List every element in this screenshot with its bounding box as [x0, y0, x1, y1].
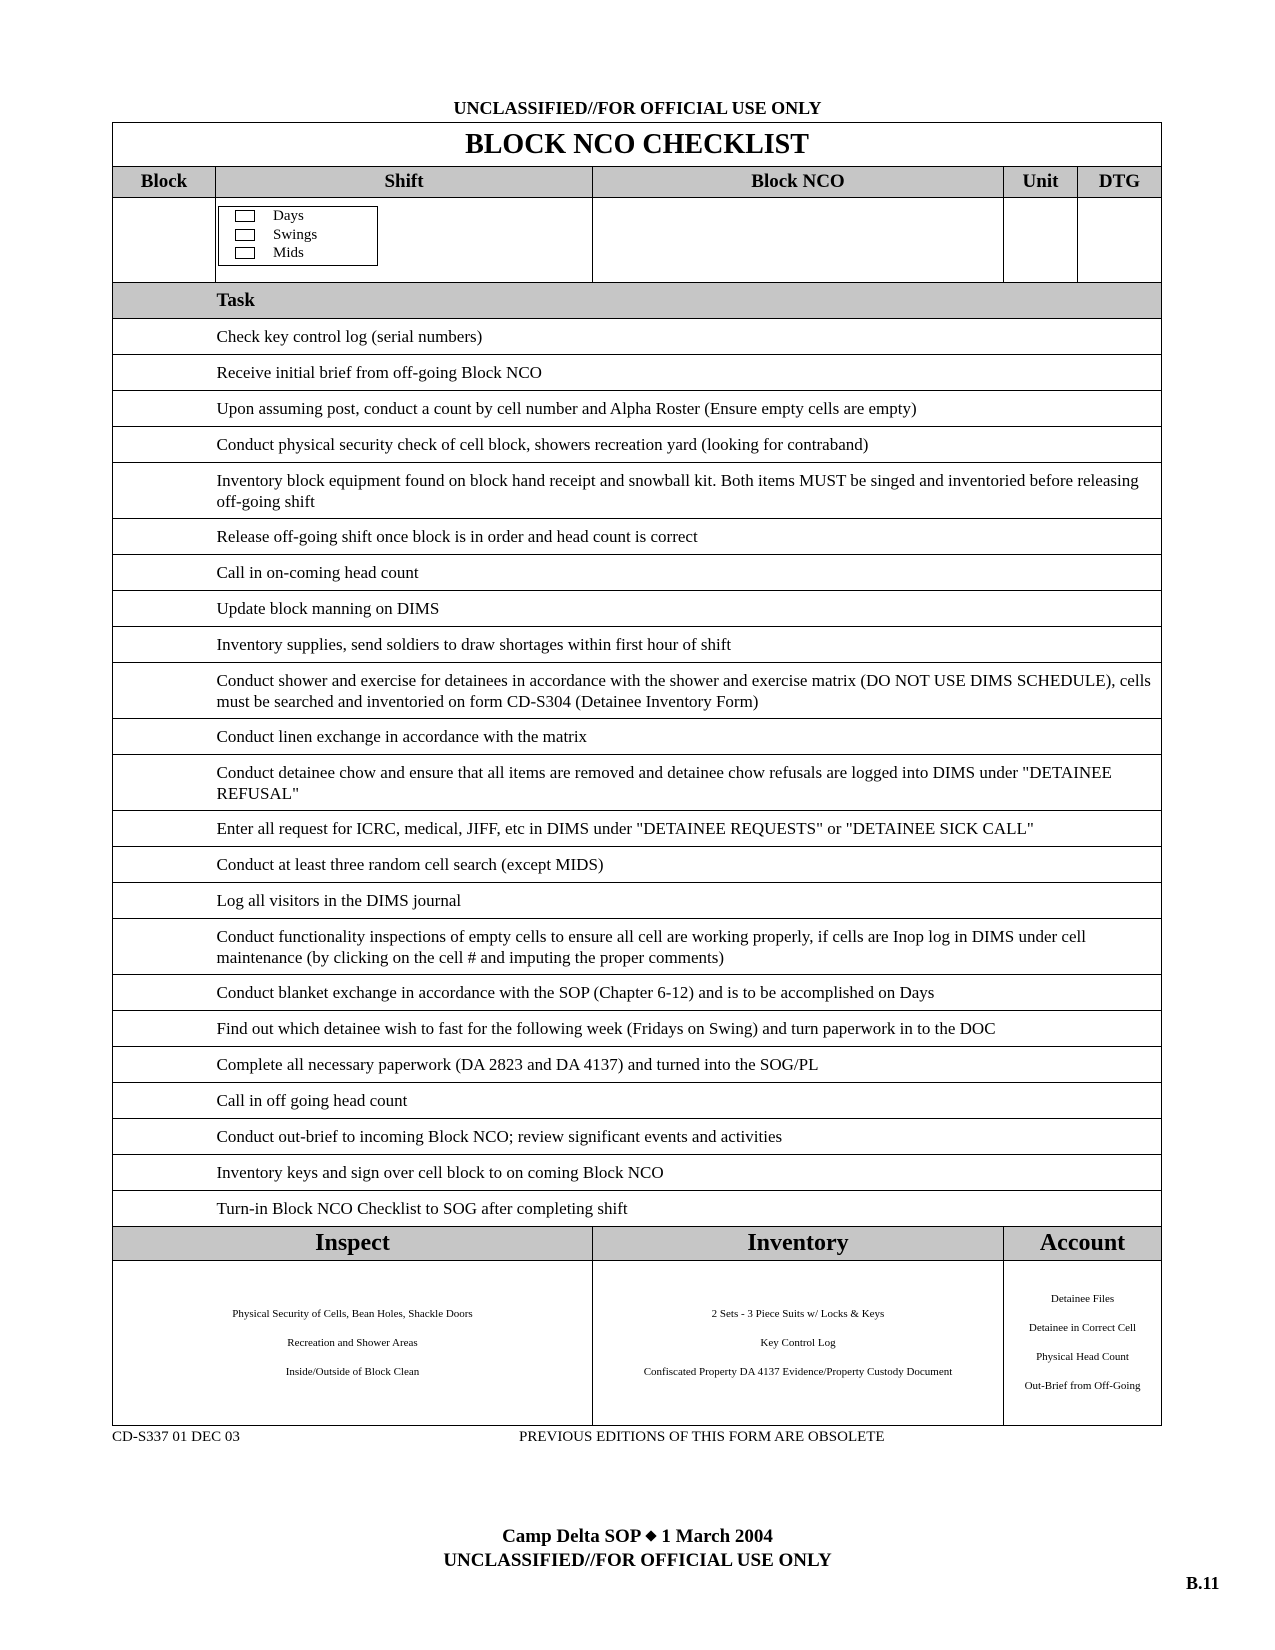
shift-selector — [218, 206, 378, 266]
task-check-cell[interactable] — [113, 811, 216, 847]
task-check-cell[interactable] — [113, 519, 216, 555]
shift-option-label: Swings — [273, 226, 318, 243]
block-nco-entry-field[interactable] — [593, 198, 1004, 283]
sop-name: Camp Delta SOP — [502, 1526, 642, 1547]
shift-entry-cell — [216, 198, 593, 283]
obsolete-notice: PREVIOUS EDITIONS OF THIS FORM ARE OBSOLETE — [519, 1429, 885, 1445]
task-check-cell[interactable] — [113, 555, 216, 591]
task-check-cell[interactable] — [113, 391, 216, 427]
task-text: Inventory keys and sign over cell block to on coming Block NCO — [216, 1155, 1162, 1191]
task-text: Check key control log (serial numbers) — [216, 319, 1162, 355]
inspect-item: Recreation and Shower Areas — [287, 1336, 418, 1349]
task-check-cell[interactable] — [113, 1083, 216, 1119]
task-check-cell[interactable] — [113, 719, 216, 755]
task-text: Turn-in Block NCO Checklist to SOG after completing shift — [216, 1191, 1162, 1227]
shift-option-days[interactable] — [219, 207, 377, 226]
inventory-item: Key Control Log — [760, 1336, 836, 1349]
task-text: Receive initial brief from off-going Block NCO — [216, 355, 1162, 391]
unit-entry-field[interactable] — [1004, 198, 1078, 283]
task-text: Release off-going shift once block is in order and head count is correct — [216, 519, 1162, 555]
task-check-cell[interactable] — [113, 847, 216, 883]
task-text: Conduct shower and exercise for detainees in accordance with the shower and exercise matrix (DO NOT USE DIMS SCHEDULE), cells must be searched and inventoried on form CD-S304 (Detainee Inventory Form) — [216, 663, 1162, 719]
task-text: Conduct linen exchange in accordance with the matrix — [216, 719, 1162, 755]
top-classification-banner: UNCLASSIFIED//FOR OFFICIAL USE ONLY — [453, 98, 822, 118]
form-number: CD-S337 01 DEC 03 — [112, 1429, 240, 1445]
task-check-cell[interactable] — [113, 463, 216, 519]
task-check-cell[interactable] — [113, 1155, 216, 1191]
account-item: Detainee Files — [1050, 1293, 1115, 1305]
task-check-cell[interactable] — [113, 1191, 216, 1227]
task-text: Inventory supplies, send soldiers to draw shortages within first hour of shift — [216, 627, 1162, 663]
task-check-cell[interactable] — [113, 1119, 216, 1155]
inspect-item: Inside/Outside of Block Clean — [285, 1365, 420, 1378]
task-check-cell[interactable] — [113, 1011, 216, 1047]
task-check-cell[interactable] — [113, 319, 216, 355]
task-text: Conduct physical security check of cell block, showers recreation yard (looking for contraband) — [216, 427, 1162, 463]
task-text: Update block manning on DIMS — [216, 591, 1162, 627]
task-text: Conduct out-brief to incoming Block NCO; review significant events and activities — [216, 1119, 1162, 1155]
inspect-section-list — [113, 1261, 593, 1426]
form-title: BLOCK NCO CHECKLIST — [113, 123, 1162, 167]
task-column-header: Task — [216, 283, 1162, 319]
account-item: Physical Head Count — [1036, 1351, 1129, 1363]
inventory-section-title: Inventory — [593, 1227, 1004, 1261]
task-check-cell[interactable] — [113, 627, 216, 663]
column-header-unit: Unit — [1004, 167, 1078, 198]
checkbox-icon[interactable] — [235, 229, 255, 241]
bottom-classification-banner: UNCLASSIFIED//FOR OFFICIAL USE ONLY — [443, 1550, 832, 1571]
account-item: Out-Brief from Off-Going — [1024, 1380, 1141, 1392]
dtg-entry-field[interactable] — [1078, 198, 1162, 283]
task-check-cell[interactable] — [113, 355, 216, 391]
task-text: Conduct detainee chow and ensure that all items are removed and detainee chow refusals are logged into DIMS under "DETAINEE REFUSAL" — [216, 755, 1162, 811]
shift-option-label: Days — [273, 208, 304, 225]
checkbox-icon[interactable] — [235, 247, 255, 259]
task-check-cell[interactable] — [113, 755, 216, 811]
inventory-item: 2 Sets - 3 Piece Suits w/ Locks & Keys — [711, 1307, 885, 1320]
task-text: Conduct at least three random cell search (except MIDS) — [216, 847, 1162, 883]
shift-option-mids[interactable] — [219, 244, 377, 263]
account-section-list — [1004, 1261, 1162, 1426]
task-text: Find out which detainee wish to fast for the following week (Fridays on Swing) and turn paperwork in to the DOC — [216, 1011, 1162, 1047]
column-header-shift: Shift — [216, 167, 593, 198]
column-header-block: Block — [113, 167, 216, 198]
account-section-title: Account — [1004, 1227, 1162, 1261]
account-item: Detainee in Correct Cell — [1028, 1322, 1137, 1334]
task-header-spacer — [113, 283, 216, 319]
task-text: Conduct blanket exchange in accordance with the SOP (Chapter 6-12) and is to be accomplished on Days — [216, 975, 1162, 1011]
shift-option-label: Mids — [273, 245, 304, 262]
sop-footer-line — [0, 1526, 1275, 1548]
task-check-cell[interactable] — [113, 919, 216, 975]
sop-date: 1 March 2004 — [661, 1526, 773, 1547]
task-text: Upon assuming post, conduct a count by cell number and Alpha Roster (Ensure empty cells are empty) — [216, 391, 1162, 427]
inspect-item: Physical Security of Cells, Bean Holes, Shackle Doors — [232, 1307, 473, 1320]
task-text: Complete all necessary paperwork (DA 2823 and DA 4137) and turned into the SOG/PL — [216, 1047, 1162, 1083]
task-text: Log all visitors in the DIMS journal — [216, 883, 1162, 919]
task-text: Call in on-coming head count — [216, 555, 1162, 591]
block-entry-field[interactable] — [113, 198, 216, 283]
task-text: Enter all request for ICRC, medical, JIFF, etc in DIMS under "DETAINEE REQUESTS" or "DETAINEE SICK CALL" — [216, 811, 1162, 847]
task-text: Call in off going head count — [216, 1083, 1162, 1119]
task-check-cell[interactable] — [113, 591, 216, 627]
column-header-dtg: DTG — [1078, 167, 1162, 198]
checkbox-icon[interactable] — [235, 210, 255, 222]
checklist-form — [112, 122, 1161, 1426]
task-check-cell[interactable] — [113, 1047, 216, 1083]
task-check-cell[interactable] — [113, 883, 216, 919]
page-number: B.11 — [1186, 1573, 1220, 1593]
checklist-table — [112, 122, 1162, 1426]
inspect-section-title: Inspect — [113, 1227, 593, 1261]
inventory-section-list — [593, 1261, 1004, 1426]
task-text: Inventory block equipment found on block hand receipt and snowball kit. Both items MUST be singed and inventoried before releasing off-going shift — [216, 463, 1162, 519]
task-check-cell[interactable] — [113, 663, 216, 719]
diamond-separator-icon — [646, 1530, 657, 1541]
task-text: Conduct functionality inspections of empty cells to ensure all cell are working properly, if cells are Inop log in DIMS under cell maintenance (by clicking on the cell # and imputing the proper comments) — [216, 919, 1162, 975]
task-check-cell[interactable] — [113, 427, 216, 463]
column-header-block-nco: Block NCO — [593, 167, 1004, 198]
task-check-cell[interactable] — [113, 975, 216, 1011]
shift-option-swings[interactable] — [219, 226, 377, 245]
inventory-item: Confiscated Property DA 4137 Evidence/Property Custody Document — [643, 1365, 953, 1378]
